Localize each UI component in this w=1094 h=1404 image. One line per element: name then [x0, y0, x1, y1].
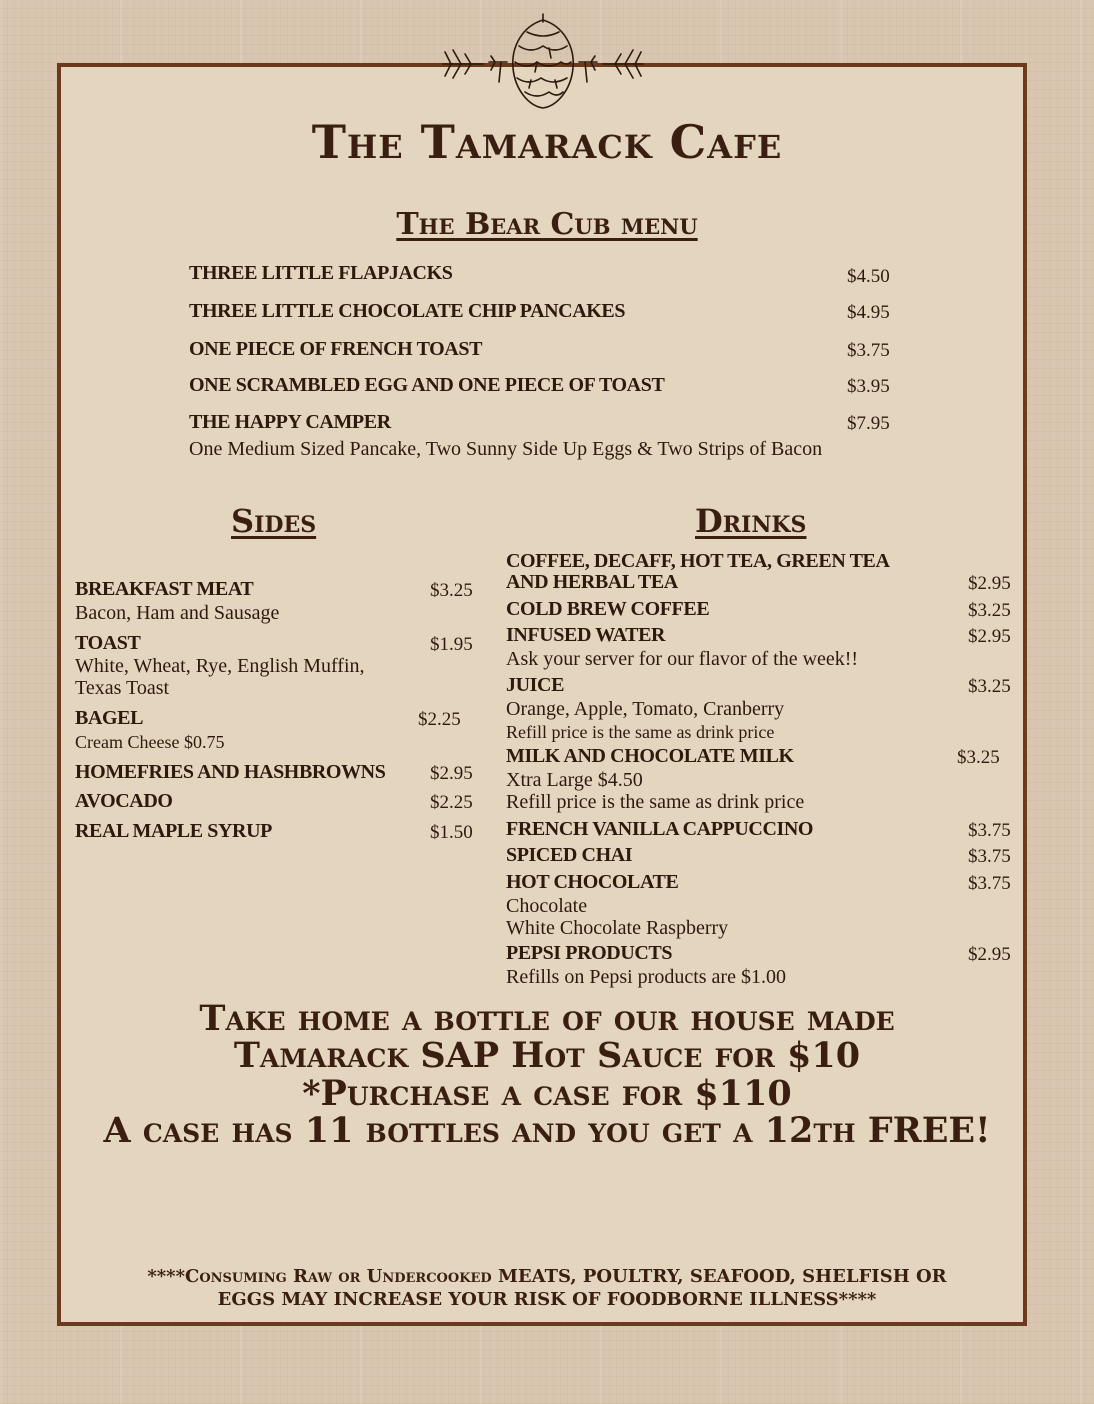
- food-safety-warning: EGGS MAY INCREASE YOUR RISK OF FOODBORNE ILLNESS****: [217, 1289, 877, 1310]
- bear-cub-item-name: THREE LITTLE CHOCOLATE CHIP PANCAKES: [189, 300, 626, 322]
- side-item-name: AVOCADO: [75, 790, 173, 812]
- drink-item-description: Refills on Pepsi products are $1.00: [506, 966, 786, 988]
- side-item-name: REAL MAPLE SYRUP: [75, 820, 272, 842]
- bear-cub-item-price: $4.50: [847, 266, 890, 287]
- drink-item-price: $2.95: [968, 573, 1011, 594]
- pine-branch-left-icon: [443, 50, 507, 82]
- promo-line: *Purchase a case for $110: [302, 1073, 792, 1114]
- drink-item-description: Refill price is the same as drink price: [506, 791, 805, 813]
- drink-item-price: $2.95: [968, 626, 1011, 647]
- drink-item-name: COFFEE, DECAFF, HOT TEA, GREEN TEA: [506, 550, 890, 572]
- side-item-price: $3.25: [430, 580, 473, 601]
- drink-item-price: $3.75: [968, 846, 1011, 867]
- bear-cub-item-price: $3.95: [847, 376, 890, 397]
- page-title: The Tamarack Cafe: [311, 115, 783, 169]
- drink-item-price: $3.25: [957, 747, 1000, 768]
- bear-cub-item-price: $3.75: [847, 340, 890, 361]
- drink-item-description: Ask your server for our flavor of the week!!: [506, 648, 859, 670]
- side-item-price: $2.25: [430, 792, 473, 813]
- side-item-description: Texas Toast: [75, 677, 170, 699]
- drink-item-price: $3.75: [968, 873, 1011, 894]
- sides-heading: Sides: [231, 502, 317, 540]
- side-item-description: Bacon, Ham and Sausage: [75, 602, 280, 624]
- drink-item-name: INFUSED WATER: [506, 624, 666, 646]
- drink-item-description: Xtra Large $4.50: [506, 769, 643, 791]
- drink-item-name: HOT CHOCOLATE: [506, 871, 679, 893]
- bear-cub-item-description: One Medium Sized Pancake, Two Sunny Side Up Eggs & Two Strips of Bacon: [189, 438, 823, 460]
- food-safety-warning: ****Consuming Raw or Undercooked MEATS, POULTRY, SEAFOOD, SHELFISH OR: [147, 1266, 947, 1287]
- drink-item-name: JUICE: [506, 674, 565, 696]
- drink-item-description: Refill price is the same as drink price: [506, 722, 775, 742]
- pine-branch-right-icon: [579, 50, 643, 82]
- side-item-description: White, Wheat, Rye, English Muffin,: [75, 655, 365, 677]
- drink-item-price: $3.75: [968, 820, 1011, 841]
- side-item-description: Cream Cheese $0.75: [75, 732, 225, 752]
- bear-cub-menu-heading: The Bear Cub menu: [396, 207, 698, 242]
- drinks-heading: Drinks: [695, 502, 807, 540]
- drink-item-price: $3.25: [968, 600, 1011, 621]
- bear-cub-item-price: $7.95: [847, 413, 890, 434]
- drink-item-description: White Chocolate Raspberry: [506, 917, 729, 939]
- side-item-name: BAGEL: [75, 707, 144, 729]
- drink-item-description: Orange, Apple, Tomato, Cranberry: [506, 698, 785, 720]
- promo-line: A case has 11 bottles and you get a 12th FREE!: [103, 1110, 991, 1151]
- promo-line: Take home a bottle of our house made: [199, 998, 895, 1039]
- side-item-name: BREAKFAST MEAT: [75, 578, 254, 600]
- bear-cub-item-price: $4.95: [847, 302, 890, 323]
- bear-cub-item-name: THE HAPPY CAMPER: [189, 411, 391, 433]
- side-item-price: $1.95: [430, 634, 473, 655]
- drink-item-price: $3.25: [968, 676, 1011, 697]
- side-item-name: TOAST: [75, 632, 141, 654]
- drink-item-name: COLD BREW COFFEE: [506, 598, 710, 620]
- bear-cub-item-name: ONE SCRAMBLED EGG AND ONE PIECE OF TOAST: [189, 374, 665, 396]
- side-item-price: $1.50: [430, 822, 473, 843]
- pinecone-emblem-icon: [437, 12, 649, 112]
- side-item-price: $2.95: [430, 763, 473, 784]
- side-item-name: HOMEFRIES AND HASHBROWNS: [75, 761, 386, 783]
- promo-line: Tamarack SAP Hot Sauce for $10: [233, 1035, 861, 1076]
- side-item-price: $2.25: [418, 709, 461, 730]
- drink-item-name: AND HERBAL TEA: [506, 571, 678, 593]
- bear-cub-item-name: ONE PIECE OF FRENCH TOAST: [189, 338, 483, 360]
- drink-item-name: FRENCH VANILLA CAPPUCCINO: [506, 818, 814, 840]
- bear-cub-item-name: THREE LITTLE FLAPJACKS: [189, 262, 453, 284]
- drink-item-name: MILK AND CHOCOLATE MILK: [506, 745, 794, 767]
- drink-item-description: Chocolate: [506, 895, 588, 917]
- drink-item-name: SPICED CHAI: [506, 844, 633, 866]
- drink-item-name: PEPSI PRODUCTS: [506, 942, 673, 964]
- drink-item-price: $2.95: [968, 944, 1011, 965]
